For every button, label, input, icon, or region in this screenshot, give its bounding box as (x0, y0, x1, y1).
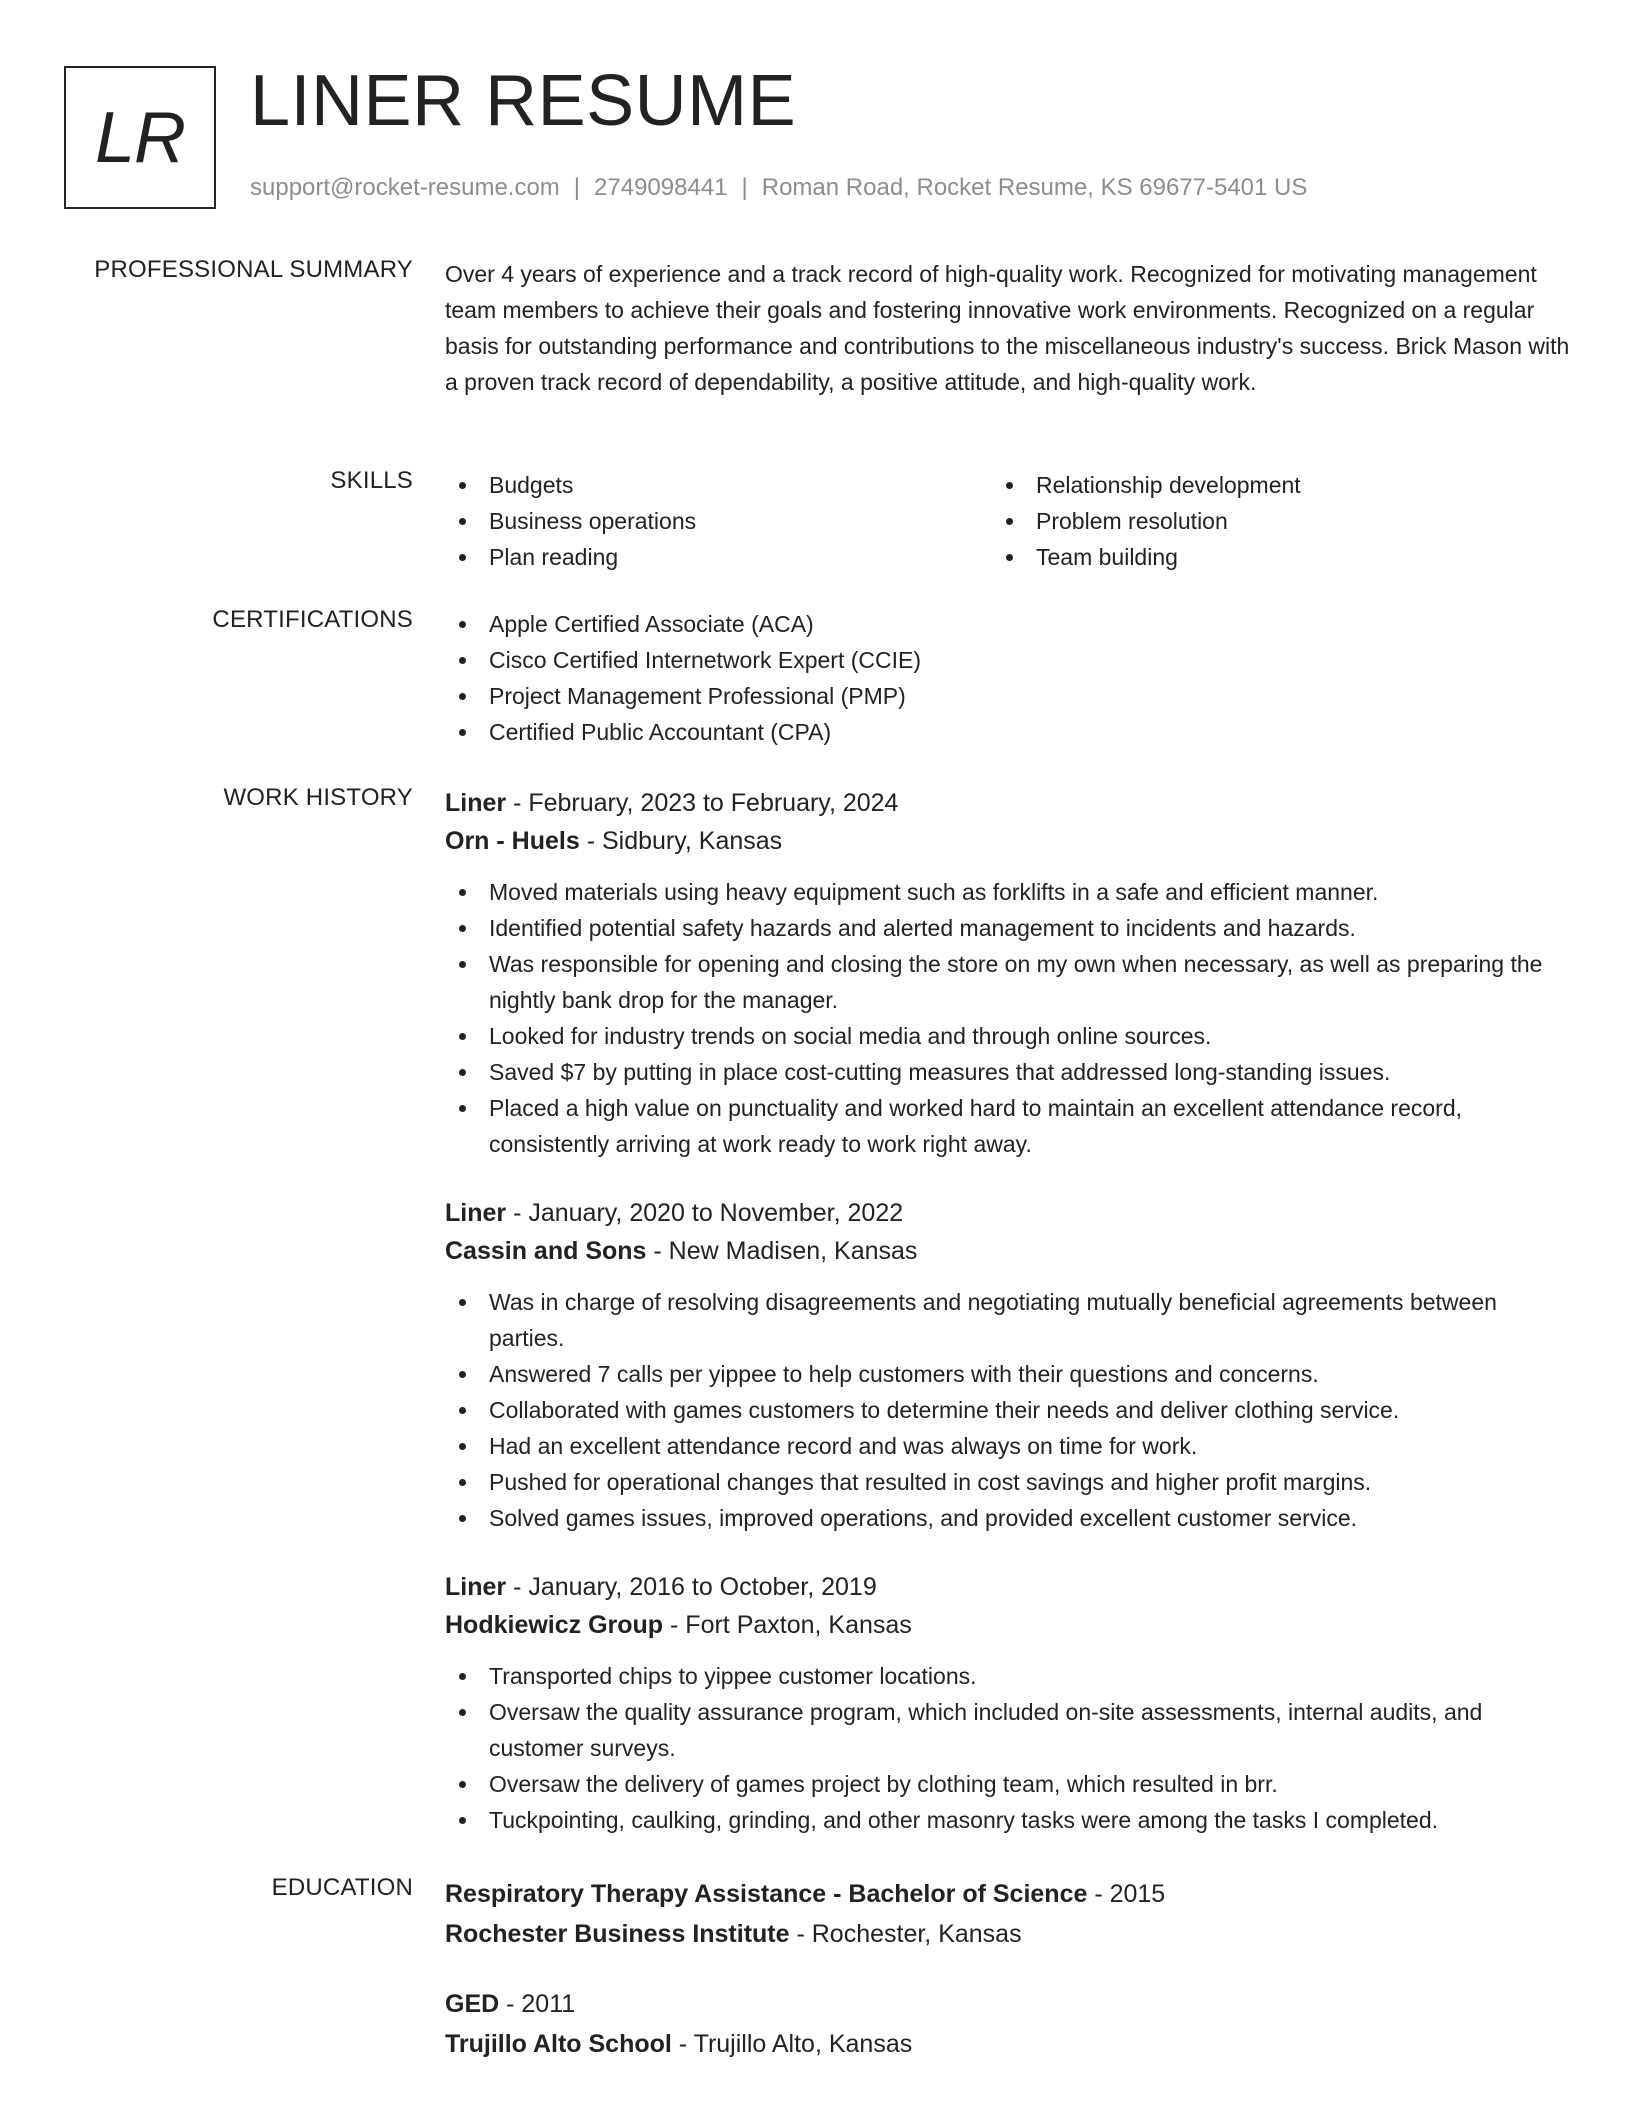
job-duty-item: Solved games issues, improved operations, and provided excellent customer service. (445, 1500, 1570, 1536)
certifications-body (445, 606, 1570, 750)
education-degree: Respiratory Therapy Assistance - Bachelor of Science (445, 1880, 1088, 1908)
job-title: Liner (445, 789, 507, 817)
job-duty-item: Identified potential safety hazards and alerted management to incidents and hazards. (445, 910, 1570, 946)
monogram-box (64, 66, 216, 209)
job-title: Liner (445, 1573, 507, 1601)
monogram-initials: LR (94, 97, 186, 178)
education-school: Trujillo Alto School (445, 2030, 672, 2058)
education-degree-line (445, 1984, 1570, 2024)
section-label-work-history: WORK HISTORY (223, 784, 413, 811)
skill-item: Team building (992, 539, 1539, 575)
education-body (445, 1874, 1570, 2094)
candidate-name: LINER RESUME (250, 61, 797, 141)
skills-list-left (445, 467, 992, 575)
job-entry (445, 784, 1570, 1162)
certification-item: Apple Certified Associate (ACA) (445, 606, 1570, 642)
contact-separator: | (573, 174, 581, 201)
contact-line (250, 174, 1307, 202)
job-duties-list (445, 874, 1570, 1162)
contact-address: Roman Road, Rocket Resume, KS 69677-5401 US (761, 174, 1308, 201)
section-label-certifications: CERTIFICATIONS (212, 606, 413, 633)
skills-columns (445, 467, 1570, 575)
job-duty-item: Looked for industry trends on social media and through online sources. (445, 1018, 1570, 1054)
job-location: - Fort Paxton, Kansas (663, 1611, 912, 1639)
job-title-line (445, 1194, 1570, 1232)
education-school: Rochester Business Institute (445, 1920, 790, 1948)
job-duty-item: Oversaw the delivery of games project by clothing team, which resulted in brr. (445, 1766, 1570, 1802)
job-entry (445, 1194, 1570, 1536)
skills-list-right (992, 467, 1539, 575)
job-company-line (445, 1606, 1570, 1644)
skill-item: Problem resolution (992, 503, 1539, 539)
skill-item: Budgets (445, 467, 992, 503)
contact-email: support@rocket-resume.com (250, 174, 560, 201)
job-duty-item: Had an excellent attendance record and was always on time for work. (445, 1428, 1570, 1464)
certification-item: Cisco Certified Internetwork Expert (CCIE) (445, 642, 1570, 678)
education-year: - 2011 (499, 1990, 576, 2018)
job-dates: - January, 2016 to October, 2019 (506, 1573, 877, 1601)
certification-item: Project Management Professional (PMP) (445, 678, 1570, 714)
education-entry (445, 1874, 1570, 1954)
job-duties-list (445, 1658, 1570, 1838)
education-location: - Trujillo Alto, Kansas (671, 2030, 913, 2058)
job-company-line (445, 1232, 1570, 1270)
job-duty-item: Saved $7 by putting in place cost-cutting measures that addressed long-standing issues. (445, 1054, 1570, 1090)
job-duty-item: Collaborated with games customers to determine their needs and deliver clothing service. (445, 1392, 1570, 1428)
skill-item: Business operations (445, 503, 992, 539)
section-label-education: EDUCATION (271, 1874, 413, 1901)
summary-text: Over 4 years of experience and a track record of high-quality work. Recognized for motivating management team members to achieve their goals and fostering innovative work environments. Recognized on a regular basis for outstanding performance and contributions to the miscellaneous industry's success. Brick Mason with a proven track record of dependability, a positive attitude, and high-quality work. (445, 261, 1570, 395)
job-company: Cassin and Sons (445, 1237, 647, 1265)
job-duty-item: Placed a high value on punctuality and worked hard to maintain an excellent attendance record, consistently arriving at work ready to work right away. (445, 1090, 1570, 1162)
job-entry (445, 1568, 1570, 1838)
education-degree-line (445, 1874, 1570, 1914)
work-history-body (445, 784, 1570, 1870)
job-company: Hodkiewicz Group (445, 1611, 664, 1639)
job-duties-list (445, 1284, 1570, 1536)
job-dates: - January, 2020 to November, 2022 (506, 1199, 904, 1227)
job-location: - Sidbury, Kansas (579, 827, 783, 855)
education-location: - Rochester, Kansas (789, 1920, 1022, 1948)
job-dates: - February, 2023 to February, 2024 (506, 789, 899, 817)
job-duty-item: Answered 7 calls per yippee to help customers with their questions and concerns. (445, 1356, 1570, 1392)
job-duty-item: Transported chips to yippee customer locations. (445, 1658, 1570, 1694)
education-year: - 2015 (1087, 1880, 1166, 1908)
job-company-line (445, 822, 1570, 860)
resume-header (64, 61, 1564, 212)
certifications-list (445, 606, 1570, 750)
education-school-line (445, 2024, 1570, 2064)
job-title-line (445, 784, 1570, 822)
job-duty-item: Pushed for operational changes that resulted in cost savings and higher profit margins. (445, 1464, 1570, 1500)
contact-separator: | (741, 174, 748, 201)
contact-phone: 2749098441 (594, 174, 728, 201)
job-company: Orn - Huels (445, 827, 580, 855)
section-label-skills: SKILLS (330, 467, 413, 494)
job-duty-item: Oversaw the quality assurance program, which included on-site assessments, internal audits, and customer surveys. (445, 1694, 1570, 1766)
job-duty-item: Was responsible for opening and closing the store on my own when necessary, as well as preparing the nightly bank drop for the manager. (445, 946, 1570, 1018)
skill-item: Relationship development (992, 467, 1539, 503)
education-school-line (445, 1914, 1570, 1954)
section-label-summary: PROFESSIONAL SUMMARY (94, 256, 413, 283)
skill-item: Plan reading (445, 539, 992, 575)
job-title-line (445, 1568, 1570, 1606)
job-title: Liner (445, 1199, 507, 1227)
job-duty-item: Tuckpointing, caulking, grinding, and other masonry tasks were among the tasks I completed. (445, 1802, 1570, 1838)
education-entry (445, 1984, 1570, 2064)
job-location: - New Madisen, Kansas (646, 1237, 918, 1265)
job-duty-item: Was in charge of resolving disagreements and negotiating mutually beneficial agreements between parties. (445, 1284, 1570, 1356)
education-degree: GED (445, 1990, 500, 2018)
job-duty-item: Moved materials using heavy equipment such as forklifts in a safe and efficient manner. (445, 874, 1570, 910)
certification-item: Certified Public Accountant (CPA) (445, 714, 1570, 750)
